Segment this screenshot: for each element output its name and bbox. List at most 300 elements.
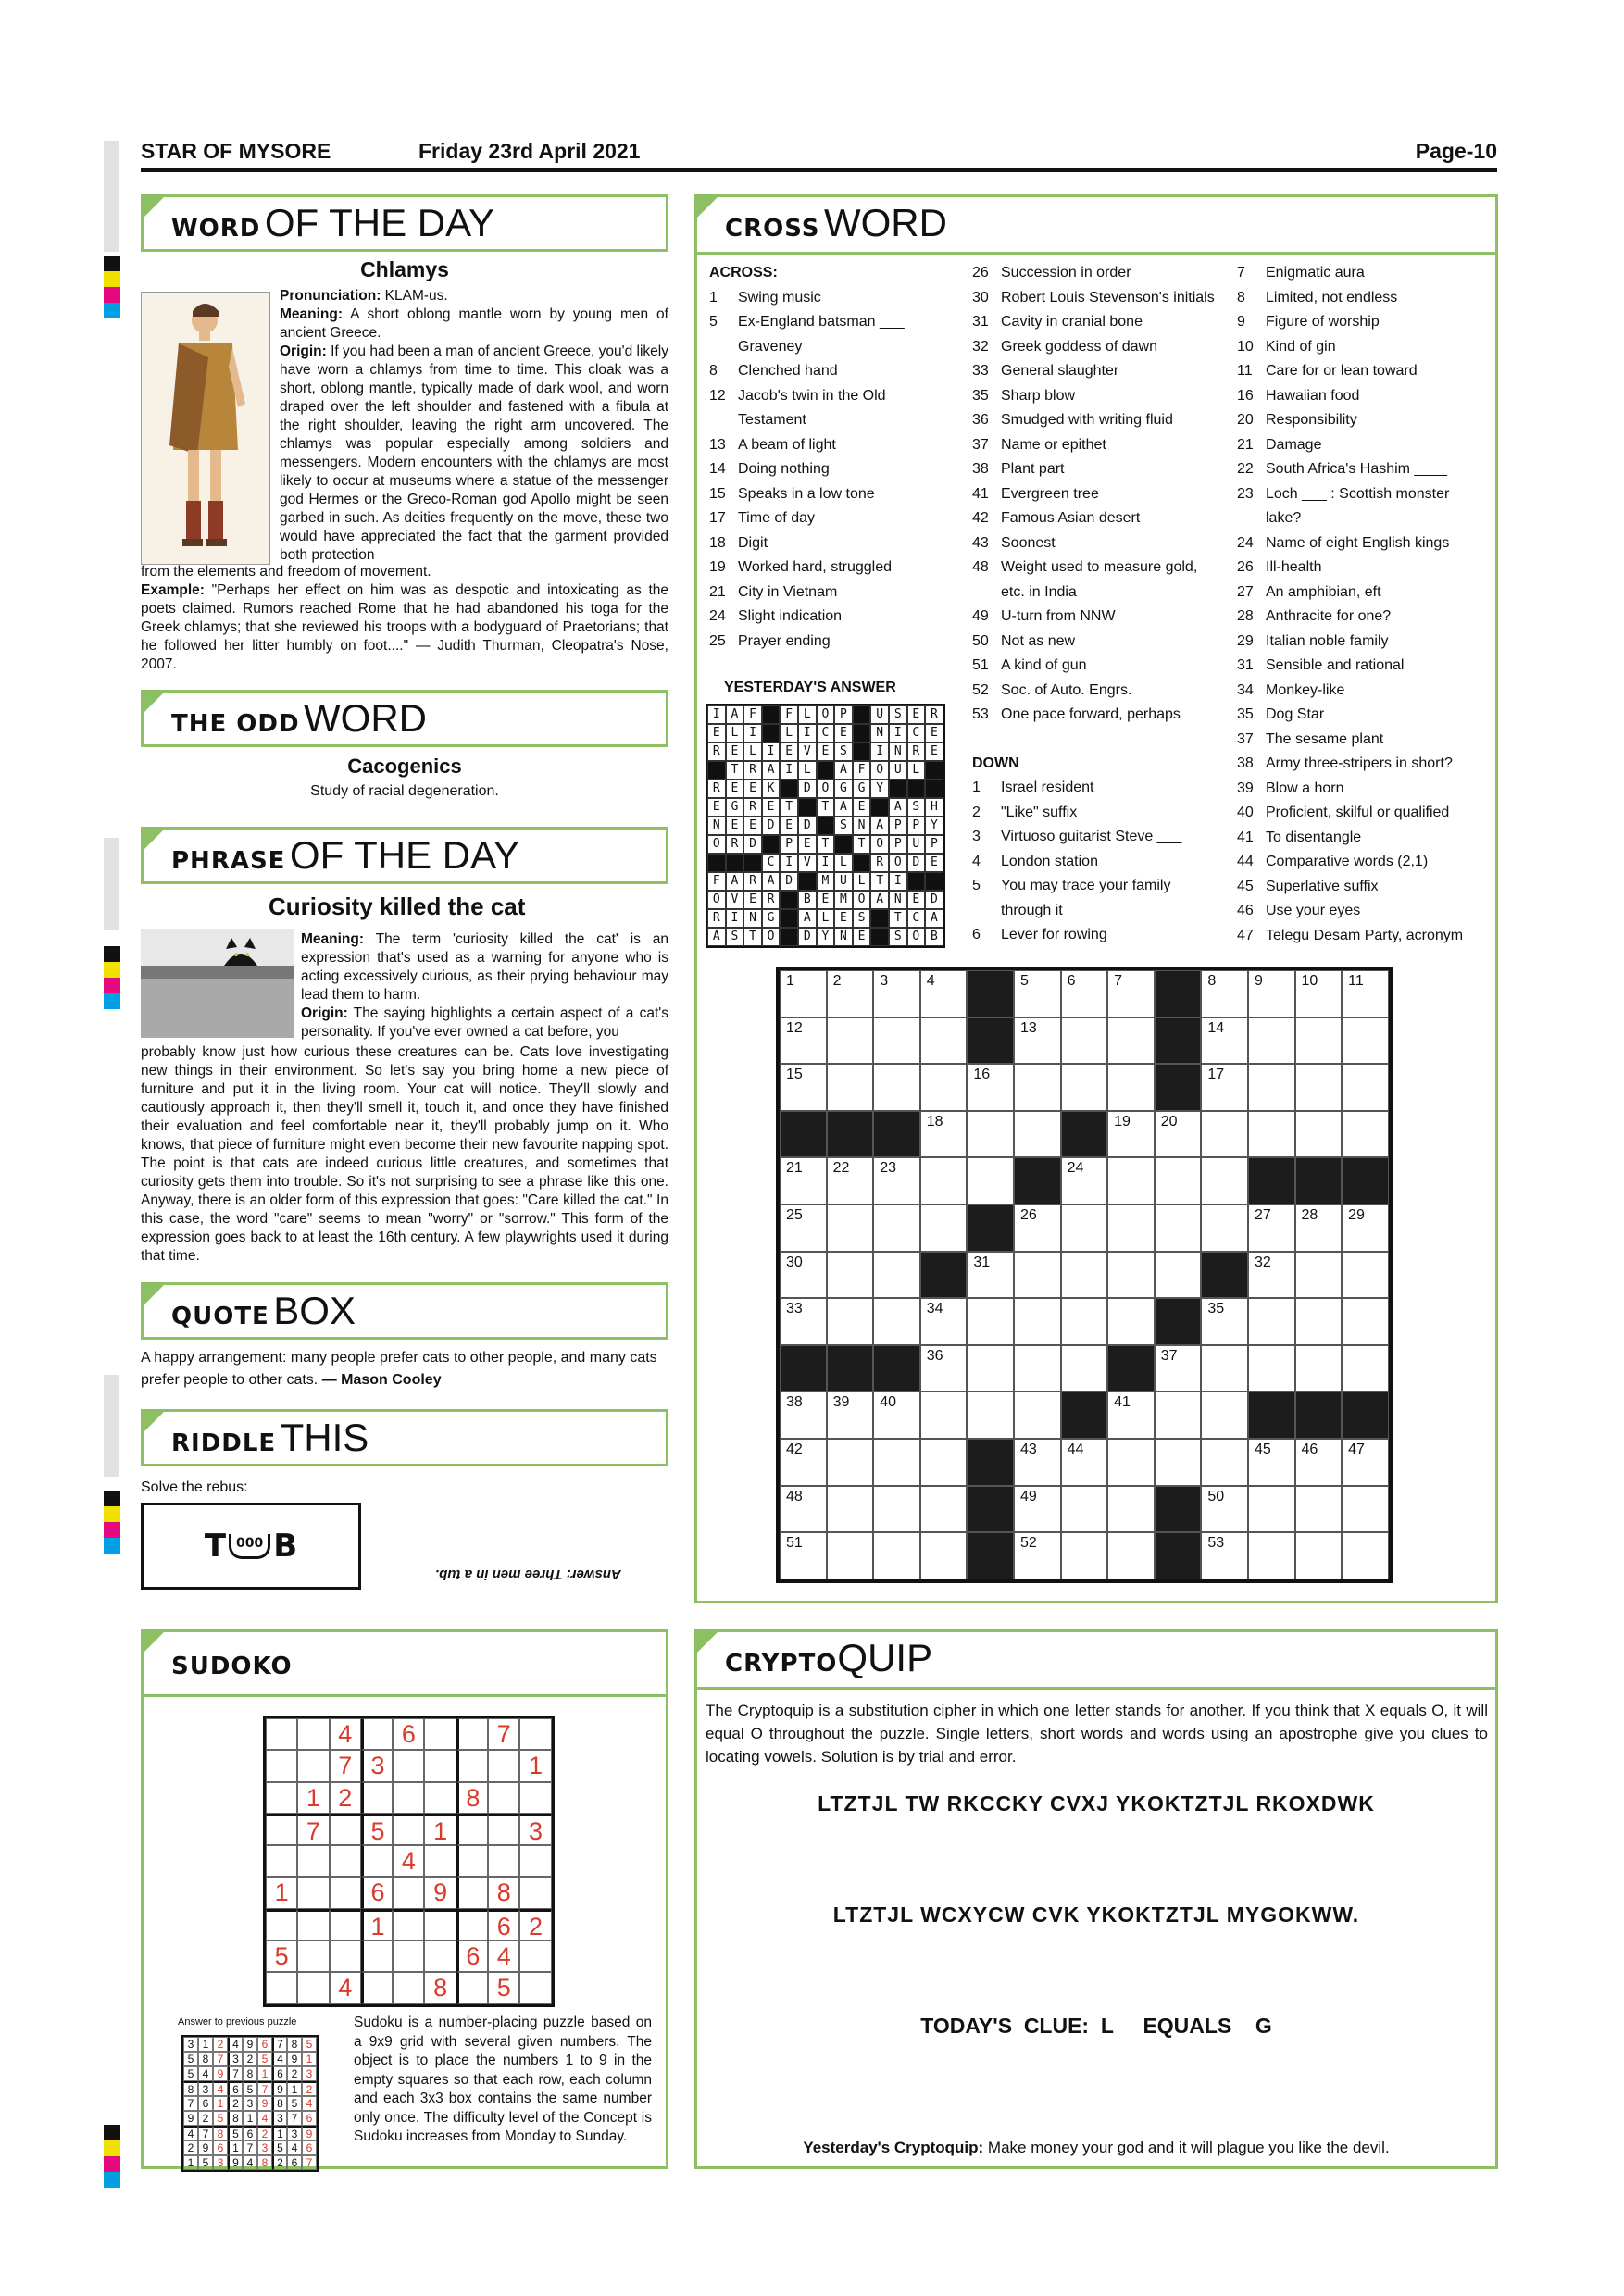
crossword-cell[interactable] xyxy=(1107,1391,1155,1439)
black-cell xyxy=(873,1111,920,1158)
crossword-cell[interactable] xyxy=(780,1532,827,1579)
sudoku-cell[interactable]: 5 xyxy=(488,1972,519,2003)
answer-cell: 5 xyxy=(228,2126,243,2140)
sudoku-cell[interactable] xyxy=(361,1718,393,1750)
sudoku-cell[interactable]: 9 xyxy=(424,1877,456,1908)
sudoku-cell[interactable] xyxy=(488,1782,519,1814)
answer-cell: 9 xyxy=(287,2052,302,2066)
answer-cell: 6 xyxy=(287,2155,302,2170)
crossword-cell[interactable] xyxy=(920,1345,968,1392)
crossword-cell[interactable] xyxy=(1107,970,1155,1017)
clue xyxy=(1237,482,1496,507)
sudoku-cell[interactable] xyxy=(393,1877,424,1908)
sudoku-cell[interactable] xyxy=(456,1909,488,1940)
clue-number xyxy=(709,335,738,360)
crossword-cell[interactable] xyxy=(1295,1064,1343,1111)
crossword-cell[interactable] xyxy=(1201,970,1248,1017)
crossword-cell[interactable] xyxy=(1201,1204,1248,1252)
example-text: "Perhaps her effect on him was as despotic and intoxicating as the poets claimed. Rumors reached Rome that he had abandoned his toga for the Greek chlamys; that she reviewed his troops with a bodyguard of Praetorians; that he followed her litter humbly on foot...." — Judith Thurman, Cleopatra's Nose, 2007. xyxy=(141,582,668,672)
crossword-cell[interactable] xyxy=(1248,1111,1295,1158)
sudoku-cell[interactable] xyxy=(424,1940,456,1972)
sudoku-cell[interactable] xyxy=(456,1845,488,1877)
answer-cell: 1 xyxy=(243,2111,257,2126)
answer-cell xyxy=(870,909,889,928)
clue-text: Prayer ending xyxy=(738,632,831,649)
clue-number: 32 xyxy=(972,338,989,355)
wotd-definition-block xyxy=(280,287,668,565)
crossword-cell[interactable] xyxy=(920,970,968,1017)
crossword-cell[interactable] xyxy=(1342,1345,1389,1392)
sudoku-cell[interactable] xyxy=(456,1814,488,1845)
crossword-cell[interactable] xyxy=(1295,1111,1343,1158)
answer-cell: E xyxy=(726,742,744,761)
crossword-cell[interactable] xyxy=(1342,1532,1389,1579)
clue xyxy=(972,874,1231,899)
clue-text: An amphibian, eft xyxy=(1266,583,1381,600)
crossword-cell[interactable] xyxy=(780,1298,827,1345)
clue-text: Smudged with writing fluid xyxy=(1001,412,1173,428)
crossword-cell[interactable] xyxy=(1155,1204,1202,1252)
crossword-cell[interactable] xyxy=(780,1017,827,1065)
clue-text: through it xyxy=(1001,902,1063,918)
crossword-cell[interactable] xyxy=(827,1298,874,1345)
clue-text: Telegu Desam Party, acronym xyxy=(1266,927,1464,943)
crossword-cell[interactable] xyxy=(827,1532,874,1579)
sudoku-cell[interactable] xyxy=(297,1845,329,1877)
sudoku-cell[interactable] xyxy=(297,1750,329,1781)
clue-number: 18 xyxy=(709,534,726,551)
sudoku-cell[interactable] xyxy=(330,1909,361,1940)
clue-text: Lever for rowing xyxy=(1001,927,1107,942)
sudoku-cell[interactable] xyxy=(266,1718,297,1750)
crossword-cell[interactable] xyxy=(1201,1017,1248,1065)
clue-text: Famous Asian desert xyxy=(1001,510,1141,526)
crossword-cell[interactable] xyxy=(1107,1486,1155,1533)
crossword-cell[interactable] xyxy=(1061,1298,1108,1345)
clue-number: 4 xyxy=(972,853,981,869)
crossword-cell[interactable] xyxy=(873,970,920,1017)
sudoku-cell[interactable]: 7 xyxy=(297,1814,329,1845)
sudoku-cell[interactable] xyxy=(297,1718,329,1750)
sudoku-cell[interactable]: 6 xyxy=(361,1877,393,1908)
crossword-cell[interactable] xyxy=(1155,1252,1202,1299)
clue-number: 49 xyxy=(972,608,989,624)
answer-cell: R xyxy=(726,835,744,854)
sudoku-cell[interactable] xyxy=(297,1940,329,1972)
clue-text: Swing music xyxy=(738,289,821,306)
answer-cell: 9 xyxy=(302,2126,317,2140)
sudoku-cell[interactable]: 8 xyxy=(424,1972,456,2003)
sudoku-cell[interactable]: 8 xyxy=(488,1877,519,1908)
crossword-cell[interactable] xyxy=(1061,970,1108,1017)
crossword-cell[interactable] xyxy=(1061,1204,1108,1252)
answer-cell: 6 xyxy=(302,2140,317,2155)
crossword-cell[interactable] xyxy=(1061,1252,1108,1299)
black-cell xyxy=(827,1111,874,1158)
crossword-cell[interactable] xyxy=(1155,1345,1202,1392)
sudoku-cell[interactable] xyxy=(297,1877,329,1908)
crossword-cell[interactable] xyxy=(1107,1157,1155,1204)
sudoku-cell[interactable]: 1 xyxy=(361,1909,393,1940)
crossword-cell[interactable] xyxy=(873,1486,920,1533)
clue-number: 50 xyxy=(972,632,989,649)
crossword-cell[interactable] xyxy=(1061,1157,1108,1204)
crossword-cell[interactable] xyxy=(1342,1111,1389,1158)
crossword-cell[interactable] xyxy=(827,1017,874,1065)
clue-text: Evergreen tree xyxy=(1001,485,1099,502)
crossword-cell[interactable] xyxy=(1155,1157,1202,1204)
sudoku-grid[interactable] xyxy=(263,1716,555,2007)
crossword-cell[interactable] xyxy=(780,1391,827,1439)
crossword-cell[interactable] xyxy=(873,1391,920,1439)
sudoku-cell[interactable] xyxy=(424,1782,456,1814)
clue-text: Anthracite for one? xyxy=(1266,608,1392,624)
crossword-cell[interactable] xyxy=(873,1532,920,1579)
sudoku-cell[interactable] xyxy=(297,1909,329,1940)
sudoku-cell[interactable] xyxy=(519,1718,551,1750)
crossword-cell[interactable] xyxy=(1107,1252,1155,1299)
sudoku-cell[interactable]: 1 xyxy=(424,1814,456,1845)
margin-bar xyxy=(104,1375,119,1477)
crossword-cell[interactable] xyxy=(920,1111,968,1158)
crossword-cell[interactable] xyxy=(1201,1111,1248,1158)
sudoku-cell[interactable] xyxy=(297,1972,329,2003)
sudoku-cell[interactable]: 3 xyxy=(361,1750,393,1781)
sudoku-cell[interactable] xyxy=(393,1972,424,2003)
crossword-cell[interactable] xyxy=(1248,1532,1295,1579)
sudoku-cell[interactable]: 5 xyxy=(361,1814,393,1845)
sudoku-cell[interactable] xyxy=(361,1845,393,1877)
sudoku-cell[interactable]: 1 xyxy=(519,1750,551,1781)
cryptoquip-intro: The Cryptoquip is a substitution cipher in which one letter stands for another. If you think that X equals O, it will equal O throughout the puzzle. Single letters, short words and words using an apostrophe give you clues to locating vowels. Solution is by trial and error. xyxy=(706,1702,1488,1766)
crossword-cell[interactable] xyxy=(1107,1064,1155,1111)
sudoku-cell[interactable]: 7 xyxy=(330,1750,361,1781)
clue-number: 15 xyxy=(709,485,726,502)
crossword-cell[interactable] xyxy=(1201,1345,1248,1392)
sudoku-cell[interactable] xyxy=(361,1940,393,1972)
answer-cell: O xyxy=(907,928,926,946)
sudoku-cell[interactable] xyxy=(266,1814,297,1845)
crossword-cell[interactable] xyxy=(1295,1532,1343,1579)
crossword-cell[interactable] xyxy=(920,1391,968,1439)
answer-cell: G xyxy=(834,780,853,798)
sudoku-cell[interactable]: 6 xyxy=(488,1909,519,1940)
crossword-cell[interactable] xyxy=(1014,1252,1061,1299)
clue-text: Care for or lean toward xyxy=(1266,363,1418,379)
crossword-cell[interactable] xyxy=(827,1391,874,1439)
sudoku-cell[interactable] xyxy=(393,1814,424,1845)
crossword-cell[interactable] xyxy=(1107,1017,1155,1065)
sudoku-cell[interactable] xyxy=(456,1877,488,1908)
black-cell xyxy=(1342,1391,1389,1439)
sudoku-cell[interactable]: 3 xyxy=(519,1814,551,1845)
crossword-cell[interactable] xyxy=(1342,1017,1389,1065)
crossword-cell[interactable] xyxy=(827,1252,874,1299)
crossword-cell[interactable] xyxy=(920,1486,968,1533)
sudoku-cell[interactable] xyxy=(266,1972,297,2003)
answer-cell xyxy=(853,724,871,742)
sudoku-cell[interactable] xyxy=(424,1845,456,1877)
sudoku-cell[interactable]: 2 xyxy=(330,1782,361,1814)
answer-cell: M xyxy=(817,872,835,891)
sudoku-cell[interactable] xyxy=(266,1909,297,1940)
crossword-cell[interactable] xyxy=(1155,1111,1202,1158)
crossword-cell[interactable] xyxy=(873,1204,920,1252)
answer-cell: F xyxy=(743,705,762,724)
sudoku-cell[interactable]: 4 xyxy=(393,1845,424,1877)
crossword-cell[interactable] xyxy=(1248,970,1295,1017)
sudoku-cell[interactable] xyxy=(519,1877,551,1908)
crossword-cell[interactable] xyxy=(1248,1252,1295,1299)
crossword-cell[interactable] xyxy=(1342,1298,1389,1345)
crossword-cell[interactable] xyxy=(873,1252,920,1299)
clue xyxy=(972,899,1231,924)
answer-cell xyxy=(762,835,781,854)
sudoku-cell[interactable] xyxy=(488,1814,519,1845)
sudoku-cell[interactable]: 2 xyxy=(519,1909,551,1940)
crossword-cell[interactable] xyxy=(1014,1017,1061,1065)
crossword-cell[interactable] xyxy=(967,1157,1014,1204)
crossword-cell[interactable] xyxy=(1107,1111,1155,1158)
answer-cell: D xyxy=(743,835,762,854)
black-cell xyxy=(1155,1486,1202,1533)
crossword-cell[interactable] xyxy=(1295,1204,1343,1252)
clue xyxy=(1237,506,1496,531)
answer-cell: 2 xyxy=(228,2096,243,2111)
sudoku-cell[interactable] xyxy=(488,1750,519,1781)
crossword-cell[interactable] xyxy=(1014,1204,1061,1252)
crossword-cell[interactable] xyxy=(1155,1439,1202,1486)
answer-cell: 7 xyxy=(243,2140,257,2155)
clue-number: 1 xyxy=(972,780,981,795)
crossword-cell[interactable] xyxy=(780,1439,827,1486)
crossword-cell[interactable] xyxy=(1295,970,1343,1017)
sudoku-cell[interactable] xyxy=(330,1940,361,1972)
sudoku-cell[interactable] xyxy=(266,1782,297,1814)
cell-number: 42 xyxy=(786,1441,803,1457)
crossword-cell[interactable] xyxy=(1014,1111,1061,1158)
riddle-prompt: Solve the rebus: xyxy=(141,1479,248,1495)
sudoku-cell[interactable] xyxy=(456,1750,488,1781)
crossword-cell[interactable] xyxy=(967,1111,1014,1158)
answer-cell: 1 xyxy=(183,2155,198,2170)
sudoku-cell[interactable] xyxy=(266,1750,297,1781)
sudoku-cell[interactable]: 7 xyxy=(488,1718,519,1750)
crossword-cell[interactable] xyxy=(1061,1486,1108,1533)
sudoku-cell[interactable] xyxy=(330,1814,361,1845)
crossword-cell[interactable] xyxy=(1342,1064,1389,1111)
crossword-cell[interactable] xyxy=(780,1204,827,1252)
sudoku-cell[interactable] xyxy=(330,1877,361,1908)
crossword-cell[interactable] xyxy=(1061,1345,1108,1392)
crossword-cell[interactable] xyxy=(1107,1204,1155,1252)
crossword-cell[interactable] xyxy=(1295,1439,1343,1486)
answer-cell xyxy=(762,724,781,742)
crossword-cell[interactable] xyxy=(1248,1345,1295,1392)
crossword-cell[interactable] xyxy=(1014,1391,1061,1439)
sudoku-cell[interactable] xyxy=(519,1972,551,2003)
section-title-bold: WORD xyxy=(171,215,261,243)
sudoku-cell[interactable] xyxy=(519,1845,551,1877)
crossword-cell[interactable] xyxy=(920,1439,968,1486)
crossword-cell[interactable] xyxy=(827,1157,874,1204)
label: Pronunciation: xyxy=(280,288,381,304)
answer-cell: P xyxy=(889,835,907,854)
crossword-cell[interactable] xyxy=(920,1204,968,1252)
sudoku-cell[interactable] xyxy=(519,1782,551,1814)
crossword-cell[interactable] xyxy=(920,1017,968,1065)
crossword-cell[interactable] xyxy=(1061,1439,1108,1486)
sudoku-cell[interactable]: 4 xyxy=(330,1972,361,2003)
sudoku-cell[interactable]: 8 xyxy=(456,1782,488,1814)
crossword-cell[interactable] xyxy=(827,970,874,1017)
crossword-cell[interactable] xyxy=(967,1064,1014,1111)
sudoku-cell[interactable] xyxy=(361,1782,393,1814)
crossword-cell[interactable] xyxy=(1248,1298,1295,1345)
black-cell xyxy=(1014,1157,1061,1204)
crossword-cell[interactable] xyxy=(1201,1064,1248,1111)
clue-text: Soc. of Auto. Engrs. xyxy=(1001,681,1132,698)
crossword-cell[interactable] xyxy=(1248,1486,1295,1533)
answer-cell: G xyxy=(853,780,871,798)
clue-number: 19 xyxy=(709,559,726,575)
sudoku-cell[interactable]: 6 xyxy=(456,1940,488,1972)
crossword-cell[interactable] xyxy=(1107,1298,1155,1345)
cell-number: 48 xyxy=(786,1488,803,1504)
crossword-cell[interactable] xyxy=(1014,970,1061,1017)
crossword-cell[interactable] xyxy=(780,970,827,1017)
crossword-cell[interactable] xyxy=(827,1064,874,1111)
crossword-cell[interactable] xyxy=(780,1064,827,1111)
crossword-cell[interactable] xyxy=(967,1345,1014,1392)
crossword-cell[interactable] xyxy=(920,1064,968,1111)
crossword-cell[interactable] xyxy=(920,1298,968,1345)
crossword-cell[interactable] xyxy=(1342,970,1389,1017)
crossword-cell[interactable] xyxy=(1295,1017,1343,1065)
crossword-cell[interactable] xyxy=(780,1252,827,1299)
crossword-cell[interactable] xyxy=(827,1439,874,1486)
crossword-cell[interactable] xyxy=(1248,1064,1295,1111)
sudoku-cell[interactable]: 4 xyxy=(488,1940,519,1972)
crossword-cell[interactable] xyxy=(873,1064,920,1111)
crossword-cell[interactable] xyxy=(920,1532,968,1579)
sudoku-cell[interactable] xyxy=(266,1845,297,1877)
sudoku-cell[interactable] xyxy=(393,1782,424,1814)
crossword-cell[interactable] xyxy=(780,1486,827,1533)
crossword-cell[interactable] xyxy=(1107,1439,1155,1486)
crossword-cell[interactable] xyxy=(873,1157,920,1204)
crossword-cell[interactable] xyxy=(873,1017,920,1065)
sudoku-cell[interactable] xyxy=(424,1750,456,1781)
crossword-cell[interactable] xyxy=(1342,1439,1389,1486)
crossword-cell[interactable] xyxy=(873,1439,920,1486)
crossword-cell[interactable] xyxy=(780,1157,827,1204)
crossword-cell[interactable] xyxy=(967,1391,1014,1439)
crossword-cell[interactable] xyxy=(967,1252,1014,1299)
clue-text: You may trace your family xyxy=(1001,878,1171,893)
crossword-cell[interactable] xyxy=(967,1298,1014,1345)
sudoku-cell[interactable]: 1 xyxy=(297,1782,329,1814)
answer-cell xyxy=(870,928,889,946)
sudoku-cell[interactable] xyxy=(393,1909,424,1940)
section-title-light: OF THE DAY xyxy=(289,833,520,877)
crossword-cell[interactable] xyxy=(827,1204,874,1252)
crossword-cell[interactable] xyxy=(1201,1298,1248,1345)
crossword-cell[interactable] xyxy=(1248,1439,1295,1486)
answer-cell: R xyxy=(743,798,762,817)
sudoku-cell[interactable] xyxy=(456,1718,488,1750)
section-title-bold: THE ODD xyxy=(171,710,300,738)
sudoku-cell[interactable]: 6 xyxy=(393,1718,424,1750)
crossword-cell[interactable] xyxy=(920,1157,968,1204)
clue xyxy=(972,408,1231,433)
sudoku-cell[interactable] xyxy=(393,1940,424,1972)
sudoku-cell[interactable] xyxy=(330,1845,361,1877)
sudoku-cell[interactable] xyxy=(456,1972,488,2003)
crossword-cell[interactable] xyxy=(1061,1532,1108,1579)
crossword-cell[interactable] xyxy=(1342,1204,1389,1252)
crossword-cell[interactable] xyxy=(1061,1064,1108,1111)
sudoku-cell[interactable] xyxy=(393,1750,424,1781)
crossword-cell[interactable] xyxy=(1014,1064,1061,1111)
crossword-cell[interactable] xyxy=(1014,1532,1061,1579)
crossword-cell[interactable] xyxy=(1295,1345,1343,1392)
crossword-cell[interactable] xyxy=(1061,1017,1108,1065)
crossword-cell[interactable] xyxy=(1342,1252,1389,1299)
answer-cell: L xyxy=(907,761,926,780)
crossword-cell[interactable] xyxy=(1295,1252,1343,1299)
crossword-cell[interactable] xyxy=(1014,1345,1061,1392)
section-title-light: BOX xyxy=(273,1289,356,1332)
answer-cell: 3 xyxy=(183,2037,198,2052)
crossword-cell[interactable] xyxy=(1201,1486,1248,1533)
sudoku-cell[interactable]: 4 xyxy=(330,1718,361,1750)
crossword-cell[interactable] xyxy=(1248,1017,1295,1065)
crossword-cell[interactable] xyxy=(827,1486,874,1533)
yesterday-solution: Make money your god and it will plague you like the devil. xyxy=(983,2139,1390,2156)
crossword-cell[interactable] xyxy=(1014,1439,1061,1486)
crossword-cell[interactable] xyxy=(1201,1157,1248,1204)
crossword-cell[interactable] xyxy=(1295,1486,1343,1533)
sudoku-cell[interactable] xyxy=(424,1718,456,1750)
crossword-cell[interactable] xyxy=(1201,1532,1248,1579)
crossword-cell[interactable] xyxy=(1201,1391,1248,1439)
sudoku-cell[interactable] xyxy=(488,1845,519,1877)
answer-cell: 2 xyxy=(272,2155,287,2170)
crossword-grid[interactable] xyxy=(776,967,1393,1583)
crossword-cell[interactable] xyxy=(1107,1532,1155,1579)
sudoku-cell[interactable] xyxy=(361,1972,393,2003)
crossword-cell[interactable] xyxy=(873,1298,920,1345)
clue-text: To disentangle xyxy=(1266,829,1362,845)
crossword-cell[interactable] xyxy=(1201,1439,1248,1486)
sudoku-cell[interactable]: 5 xyxy=(266,1940,297,1972)
crossword-cell[interactable] xyxy=(1295,1298,1343,1345)
crossword-cell[interactable] xyxy=(1014,1486,1061,1533)
crossword-cell[interactable] xyxy=(1155,1391,1202,1439)
sudoku-cell[interactable] xyxy=(519,1940,551,1972)
crossword-cell[interactable] xyxy=(1342,1486,1389,1533)
clue-text: Jacob's twin in the Old xyxy=(738,387,886,404)
sudoku-cell[interactable] xyxy=(424,1909,456,1940)
crossword-cell[interactable] xyxy=(1014,1298,1061,1345)
crossword-cell[interactable] xyxy=(1248,1204,1295,1252)
answer-cell: G xyxy=(762,909,781,928)
answer-cell: O xyxy=(817,780,835,798)
sudoku-cell[interactable]: 1 xyxy=(266,1877,297,1908)
clue-number: 31 xyxy=(1237,657,1254,673)
cell-number: 52 xyxy=(1019,1535,1037,1552)
